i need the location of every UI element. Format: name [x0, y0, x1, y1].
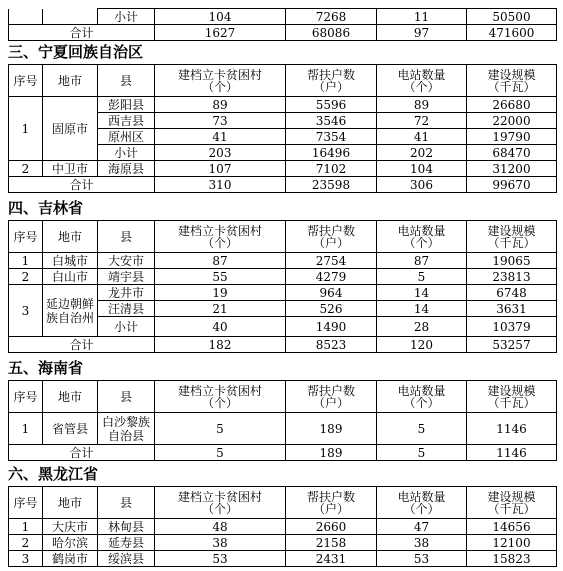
table-row: 合计 1627 68086 97 471600 — [9, 25, 557, 41]
header-capacity: 建设规模 （千瓦） — [467, 381, 557, 413]
table-row: 2 中卫市 海原县 107 7102 104 31200 — [9, 161, 557, 177]
table-header-row — [9, 381, 557, 413]
header-villages: 建档立卡贫困村 （个） — [155, 221, 286, 253]
table-row: 西吉县 73 3546 72 22000 — [9, 113, 557, 129]
header-capacity: 建设规模 （千瓦） — [467, 487, 557, 519]
total-label: 合计 — [9, 25, 155, 41]
header-villages: 建档立卡贫困村 （个） — [155, 487, 286, 519]
header-county: 县 — [98, 381, 155, 413]
table-header-row — [9, 65, 557, 97]
section-title-ningxia: 三、宁夏回族自治区 — [8, 43, 144, 61]
header-villages: 建档立卡贫困村 （个） — [155, 381, 286, 413]
header-seq: 序号 — [9, 381, 43, 413]
table-header-row — [9, 221, 557, 253]
header-stations: 电站数量 （个） — [377, 221, 467, 253]
table-row: 1 固原市 彭阳县 89 5596 89 26680 — [9, 97, 557, 113]
table-row: 汪清县 21 526 14 3631 — [9, 301, 557, 317]
header-city: 地市 — [43, 487, 98, 519]
header-stations: 电站数量 （个） — [377, 487, 467, 519]
header-stations: 电站数量 （个） — [377, 65, 467, 97]
table-row: 原州区 41 7354 41 19790 — [9, 129, 557, 145]
hainan-table — [8, 380, 557, 461]
table-row: 3 鹤岗市 绥滨县 53 2431 53 15823 — [9, 551, 557, 567]
header-city: 地市 — [43, 221, 98, 253]
table-row: 1 白城市 大安市 87 2754 87 19065 — [9, 253, 557, 269]
header-county: 县 — [98, 487, 155, 519]
total-row: 合计 5 189 5 1146 — [9, 445, 557, 461]
total-row: 合计 310 23598 306 99670 — [9, 177, 557, 193]
header-stations: 电站数量 （个） — [377, 381, 467, 413]
header-seq: 序号 — [9, 65, 43, 97]
header-villages: 建档立卡贫困村 （个） — [155, 65, 286, 97]
table-row: 小计 40 1490 28 10379 — [9, 317, 557, 337]
table-row: 2 白山市 靖宇县 55 4279 5 23813 — [9, 269, 557, 285]
header-city: 地市 — [43, 65, 98, 97]
section-title-heilongjiang: 六、黑龙江省 — [8, 465, 99, 483]
table-row: 2 哈尔滨 延寿县 38 2158 38 12100 — [9, 535, 557, 551]
table-row: 小计 104 7268 11 50500 — [9, 9, 557, 25]
header-households: 帮扶户数 （户） — [286, 487, 377, 519]
header-capacity: 建设规模 （千瓦） — [467, 65, 557, 97]
table-header-row — [9, 487, 557, 519]
section-title-jilin: 四、吉林省 — [8, 199, 84, 217]
ningxia-table — [8, 64, 557, 193]
table-row: 1 省管县 白沙黎族自治县 5 189 5 1146 — [9, 413, 557, 445]
jilin-table — [8, 220, 557, 353]
table-row: 小计 203 16496 202 68470 — [9, 145, 557, 161]
table-row: 3 延边朝鲜族自治州 龙井市 19 964 14 6748 — [9, 285, 557, 301]
heilongjiang-table — [8, 486, 557, 567]
header-households: 帮扶户数 （户） — [286, 65, 377, 97]
header-county: 县 — [98, 221, 155, 253]
header-county: 县 — [98, 65, 155, 97]
table-row: 1 大庆市 林甸县 48 2660 47 14656 — [9, 519, 557, 535]
subtotal-label: 小计 — [98, 9, 155, 25]
header-city: 地市 — [43, 381, 98, 413]
section-title-hainan: 五、海南省 — [8, 359, 84, 377]
header-capacity: 建设规模 （千瓦） — [467, 221, 557, 253]
top-fragment-table — [8, 8, 557, 41]
header-seq: 序号 — [9, 487, 43, 519]
header-households: 帮扶户数 （户） — [286, 221, 377, 253]
header-seq: 序号 — [9, 221, 43, 253]
header-households: 帮扶户数 （户） — [286, 381, 377, 413]
total-row: 合计 182 8523 120 53257 — [9, 337, 557, 353]
